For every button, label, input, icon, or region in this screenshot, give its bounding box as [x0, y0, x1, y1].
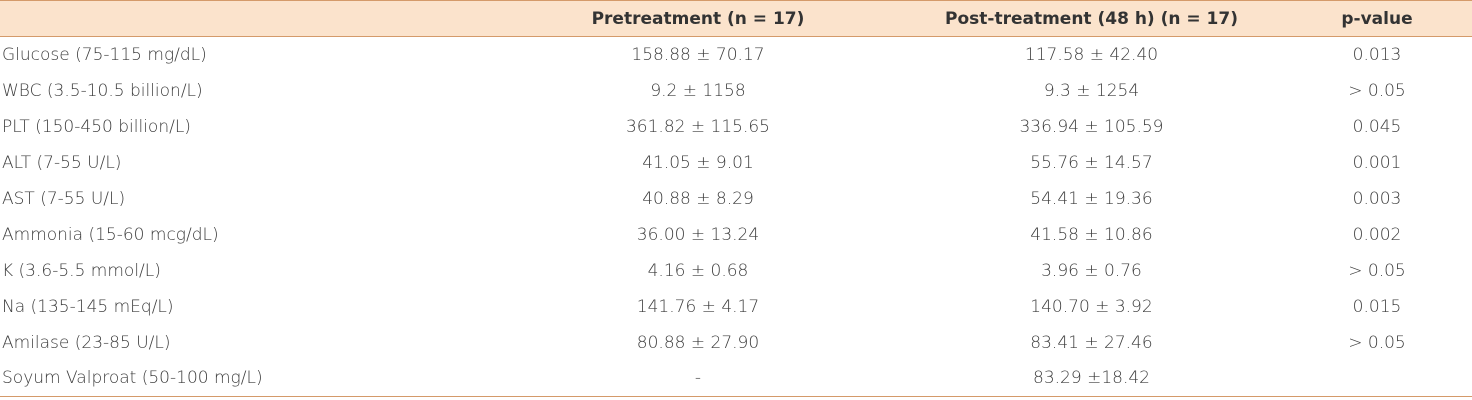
parameter-cell: K (3.6-5.5 mmol/L) [2, 260, 161, 281]
pretreatment-cell: 36.00 ± 13.24 [636, 224, 760, 245]
p-value-cell: 0.015 [1352, 296, 1402, 317]
post-treatment-cell: 83.29 ±18.42 [901, 361, 1282, 397]
parameter-cell: Ammonia (15-60 mcg/dL) [2, 224, 219, 245]
p-value-cell: 0.013 [1352, 44, 1402, 65]
post-treatment-cell: 9.3 ± 1254 [1043, 80, 1140, 101]
table-row [0, 325, 1472, 361]
parameter-cell: AST (7-55 U/L) [2, 188, 126, 209]
table-row [0, 109, 1472, 145]
header-parameter [0, 1, 495, 37]
post-treatment-cell: 83.41 ± 27.46 [1030, 332, 1153, 353]
table-body [0, 37, 1472, 397]
table-row [0, 37, 1472, 73]
header-post-treatment: Post-treatment (48 h) (n = 17) [901, 1, 1282, 37]
pretreatment-cell: 80.88 ± 27.90 [636, 332, 760, 353]
post-treatment-cell: 41.58 ± 10.86 [1030, 224, 1153, 245]
table-row [0, 289, 1472, 325]
post-treatment-cell: 336.94 ± 105.59 [1019, 116, 1164, 137]
post-treatment-cell: 55.76 ± 14.57 [1030, 152, 1153, 173]
parameter-cell: Soyum Valproat (50-100 mg/L) [0, 361, 495, 397]
pretreatment-cell: 141.76 ± 4.17 [636, 296, 760, 317]
table-row [0, 73, 1472, 109]
post-treatment-cell: 140.70 ± 3.92 [1030, 296, 1153, 317]
p-value-cell: 0.001 [1352, 152, 1402, 173]
p-value-cell: 0.003 [1352, 188, 1402, 209]
parameter-cell: WBC (3.5-10.5 billion/L) [2, 80, 203, 101]
p-value-cell: 0.045 [1352, 116, 1402, 137]
table-row [0, 181, 1472, 217]
table-row [0, 253, 1472, 289]
p-value-cell: > 0.05 [1348, 80, 1406, 101]
pretreatment-cell: - [495, 361, 901, 397]
pretreatment-cell: 158.88 ± 70.17 [631, 44, 765, 65]
p-value-cell: 0.002 [1352, 224, 1402, 245]
p-value-cell [1282, 361, 1472, 397]
header-p-value: p-value [1282, 1, 1472, 37]
parameter-cell: ALT (7-55 U/L) [2, 152, 122, 173]
post-treatment-cell: 54.41 ± 19.36 [1030, 188, 1153, 209]
pretreatment-cell: 4.16 ± 0.68 [647, 260, 749, 281]
table-row [0, 217, 1472, 253]
p-value-cell: > 0.05 [1348, 260, 1406, 281]
header-pretreatment: Pretreatment (n = 17) [495, 1, 901, 37]
table-row [0, 361, 1472, 397]
p-value-cell: > 0.05 [1348, 332, 1406, 353]
pretreatment-cell: 40.88 ± 8.29 [642, 188, 754, 209]
pretreatment-cell: 361.82 ± 115.65 [625, 116, 771, 137]
parameter-cell: Na (135-145 mEq/L) [2, 296, 174, 317]
parameter-cell: Amilase (23-85 U/L) [2, 332, 171, 353]
parameter-cell: Glucose (75-115 mg/dL) [2, 44, 207, 65]
table-row [0, 145, 1472, 181]
post-treatment-cell: 117.58 ± 42.40 [1024, 44, 1159, 65]
pretreatment-cell: 41.05 ± 9.01 [642, 152, 754, 173]
post-treatment-cell: 3.96 ± 0.76 [1041, 260, 1142, 281]
table-header-row [0, 1, 1472, 37]
parameter-cell: PLT (150-450 billion/L) [2, 116, 191, 137]
pretreatment-cell: 9.2 ± 1158 [650, 80, 746, 101]
